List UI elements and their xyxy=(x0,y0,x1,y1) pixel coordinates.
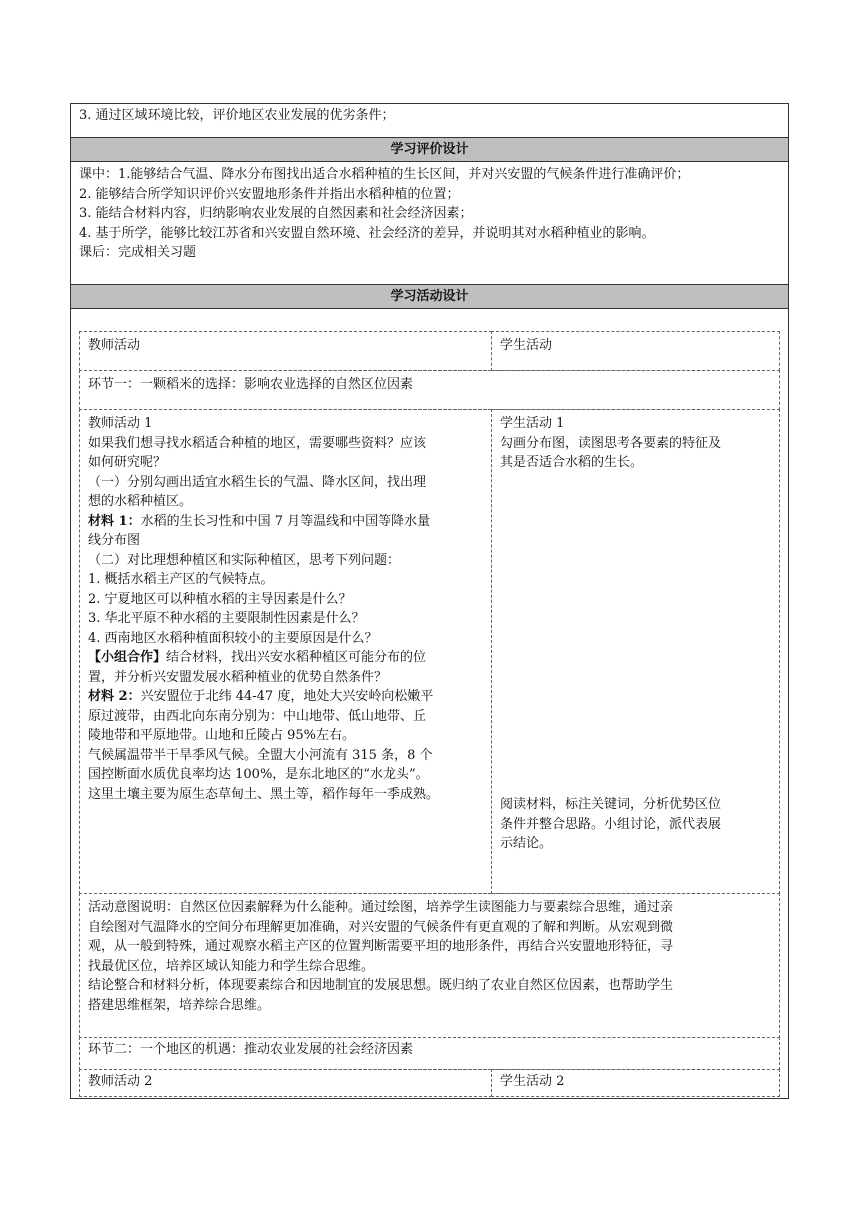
evaluation-line: 3. 能结合材料内容，归纳影响农业发展的自然因素和社会经济因素； xyxy=(79,206,473,221)
teacher-column-header: 教师活动 xyxy=(88,338,141,353)
material-2 xyxy=(88,687,491,707)
objective-line-3: 3. 通过区域环境比较，评价地区农业发展的优劣条件； xyxy=(79,108,395,123)
group-work-text: 结合材料，找出兴安水稻种植区可能分布的位 xyxy=(166,650,427,665)
teacher-activity-2-cell xyxy=(79,1069,492,1097)
text-line: 气候属温带半干旱季风气候。全盟大小河流有 315 条，8 个 xyxy=(88,747,433,763)
text-line: 阅读材料，标注关键词，分析优势区位 xyxy=(500,797,722,812)
question-2: 2. 宁夏地区可以种植水稻的主导因素是什么？ xyxy=(88,591,352,607)
section2-cell xyxy=(79,1037,780,1070)
material-1 xyxy=(88,512,491,532)
teacher-activity-2-title: 教师活动 2 xyxy=(88,1074,153,1089)
section1-title: 环节一：一颗稻米的选择：影响农业选择的自然区位因素 xyxy=(88,377,414,392)
student-activity-1-title: 学生活动 1 xyxy=(500,416,565,431)
text-line: 如果我们想寻找水稻适合种植的地区，需要哪些资料？应该 xyxy=(88,435,427,451)
text-line: 如何研究呢？ xyxy=(88,455,167,470)
text-line: 陵地带和平原地带。山地和丘陵占 95%左右。 xyxy=(88,728,356,743)
teacher-activity-1-cell xyxy=(79,409,492,894)
evaluation-line: 课中：1.能够结合气温、降水分布图找出适合水稻种植的生长区间，并对兴安盟的气候条件进行准确评价； xyxy=(79,167,690,182)
text-line: （一）分别勾画出适宜水稻生长的气温、降水区间，找出理 xyxy=(88,474,427,490)
evaluation-content xyxy=(71,165,788,263)
evaluation-line: 4. 基于所学，能够比较江苏省和兴安盟自然环境、社会经济的差异，并说明其对水稻种植业的影响。 xyxy=(79,225,655,241)
teacher-activity-1-title: 教师活动 1 xyxy=(88,416,153,431)
text-line: 勾画分布图，读图思考各要素的特征及 xyxy=(500,435,722,451)
intent-line: 结论整合和材料分析，体现要素综合和因地制宜的发展思想。既归纳了农业自然区位因素，也帮助学生 xyxy=(88,978,674,993)
material-1-label: 材料 1： xyxy=(88,513,141,529)
question-3: 3. 华北平原不种水稻的主要限制性因素是什么？ xyxy=(88,611,365,626)
section1-cell xyxy=(79,370,780,410)
question-4: 4. 西南地区水稻种植面积较小的主要原因是什么？ xyxy=(88,630,378,646)
teacher-column-header-cell xyxy=(79,331,492,371)
material-2-text: 兴安盟位于北纬 44-47 度，地处大兴安岭向松嫩平 xyxy=(140,689,434,704)
activity-design-header: 学习活动设计 xyxy=(71,284,788,309)
student-activity-1-cell xyxy=(491,409,780,894)
text-line: 原过渡带，由西北向东南分别为：中山地带、低山地带、丘 xyxy=(88,708,427,724)
intent-line: 找最优区位，培养区域认知能力和学生综合思维。 xyxy=(88,958,375,974)
student-activity-2-title: 学生活动 2 xyxy=(500,1074,565,1089)
text-line: 其是否适合水稻的生长。 xyxy=(500,455,644,470)
intent-line: 搭建思维框架，培养综合思维。 xyxy=(88,997,271,1013)
material-1-text: 水稻的生长习性和中国 7 月等温线和中国等降水量 xyxy=(140,513,431,529)
text-line: 这里土壤主要为原生态草甸土、黑土等，稻作每年一季成熟。 xyxy=(88,786,440,802)
text-line: 条件并整合思路。小组讨论，派代表展 xyxy=(500,816,722,832)
section2-title: 环节二：一个地区的机遇：推动农业发展的社会经济因素 xyxy=(88,1042,414,1057)
student-column-header-cell xyxy=(491,331,780,371)
text-line: 国控断面水质优良率均达 100%，是东北地区的“水龙头”。 xyxy=(88,767,429,782)
text-line: （二）对比理想种植区和实际种植区，思考下列问题： xyxy=(88,552,401,568)
activity-intent-cell xyxy=(79,893,780,1038)
student-column-header: 学生活动 xyxy=(500,338,553,353)
activity-inner-table xyxy=(79,331,780,1097)
text-line: 示结论。 xyxy=(500,836,553,851)
group-work-label: 【小组合作】 xyxy=(88,650,167,665)
evaluation-design-header: 学习评价设计 xyxy=(71,137,788,162)
intent-line: 观，从一般到特殊，通过观察水稻主产区的位置判断需要平坦的地形条件，再结合兴安盟地形特征，寻 xyxy=(88,939,674,954)
evaluation-line: 2. 能够结合所学知识评价兴安盟地形条件并指出水稻种植的位置； xyxy=(79,186,460,202)
student-activity-2-cell xyxy=(491,1069,780,1097)
text-line: 置，并分析兴安盟发展水稻种植业的优势自然条件？ xyxy=(88,669,388,685)
text-line: 线分布图 xyxy=(88,533,141,548)
text-line: 想的水稻种植区。 xyxy=(88,494,193,509)
question-1: 1. 概括水稻主产区的气候特点。 xyxy=(88,572,274,587)
intent-line: 活动意图说明：自然区位因素解释为什么能种。通过绘图，培养学生读图能力与要素综合思维，通过亲 xyxy=(88,900,674,915)
lesson-plan-table xyxy=(70,103,789,1099)
intent-line: 自绘图对气温降水的空间分布理解更加准确，对兴安盟的气候条件有更直观的了解和判断。从宏观到微 xyxy=(88,919,674,935)
material-2-label: 材料 2： xyxy=(88,689,141,704)
group-work xyxy=(88,648,491,668)
evaluation-line: 课后：完成相关习题 xyxy=(79,245,197,260)
